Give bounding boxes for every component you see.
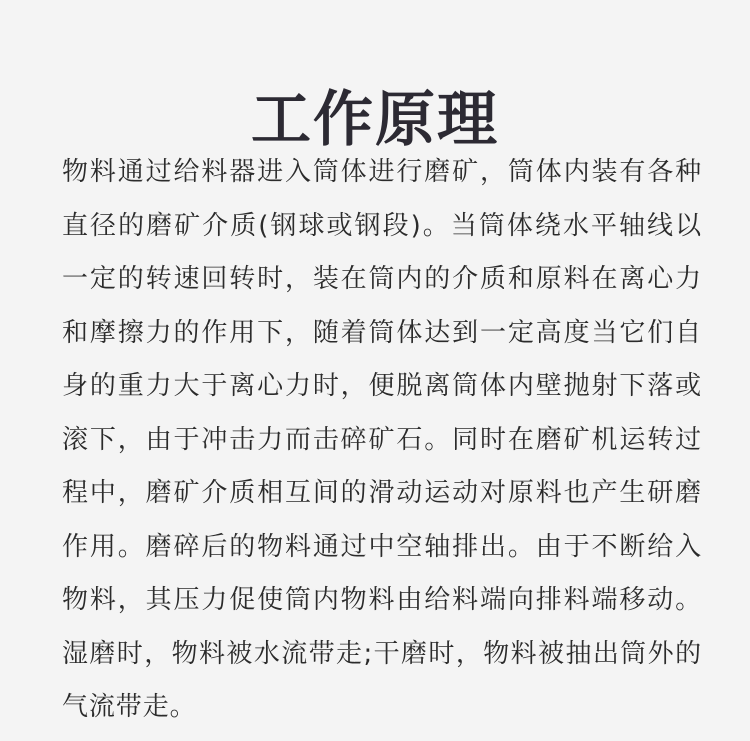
page-title: 工作原理 — [251, 85, 499, 156]
body-paragraph: 物料通过给料器进入筒体进行磨矿，筒体内装有各种直径的磨矿介质(钢球或钢段)。当筒体绕水平轴线以一定的转速回转时，装在筒内的介质和原料在离心力和摩擦力的作用下，随着筒体达到一定高度当它们自身的重力大于离心力时，便脱离筒体内壁抛射下落或滚下，由于冲击力而击碎矿石。同时在磨矿机运转过程中，磨矿介质相互间的滑动运动对原料也产生研磨作用。磨碎后的物料通过中空轴排出。由于不断给入物料，其压力促使筒内物料由给料端向排料端移动。湿磨时，物料被水流带走;干磨时，物料被抽出筒外的气流带走。 — [62, 157, 702, 722]
